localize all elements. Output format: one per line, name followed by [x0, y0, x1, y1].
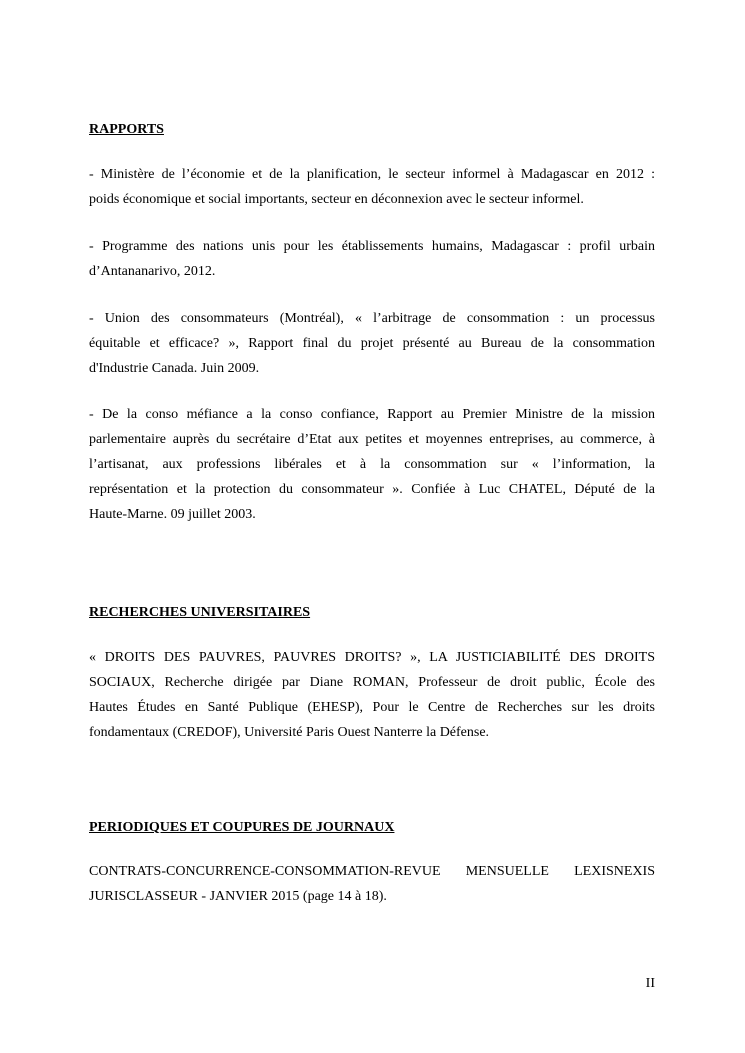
text-line: - Ministère de l’économie et de la planification, le secteur informel à Madagascar en 2012 :: [89, 167, 655, 182]
text-line: SOCIAUX, Recherche dirigée par Diane ROMAN, Professeur de droit public, École des: [89, 675, 655, 690]
text-line: d'Industrie Canada. Juin 2009.: [89, 361, 260, 376]
text-line: Hautes Études en Santé Publique (EHESP), Pour le Centre de Recherches sur les droits: [89, 700, 655, 715]
text-line: - De la conso méfiance a la conso confiance, Rapport au Premier Ministre de la mission: [89, 407, 655, 422]
page-number: II: [645, 976, 655, 991]
section-heading-recherches-universitaires: RECHERCHES UNIVERSITAIRES: [89, 605, 311, 620]
section-heading-periodiques: PERIODIQUES ET COUPURES DE JOURNAUX: [89, 820, 395, 835]
text-line: Haute-Marne. 09 juillet 2003.: [89, 507, 256, 522]
text-line: fondamentaux (CREDOF), Université Paris Ouest Nanterre la Défense.: [89, 725, 490, 740]
text-line: - Programme des nations unis pour les établissements humains, Madagascar : profil urbain: [89, 239, 655, 254]
rapport-item-2: [89, 234, 655, 284]
text-line: CONTRATS-CONCURRENCE-CONSOMMATION-REVUE MENSUELLE LEXISNEXIS: [89, 864, 655, 879]
text-line: l’artisanat, aux professions libérales et à la consommation sur « l’information, la: [89, 457, 655, 472]
text-line: d’Antananarivo, 2012.: [89, 264, 216, 279]
text-line: poids économique et social importants, secteur en déconnexion avec le secteur informel.: [89, 192, 584, 207]
section-heading-rapports: RAPPORTS: [89, 122, 164, 137]
periodique-item-1: [89, 859, 655, 909]
text-line: - Union des consommateurs (Montréal), « l’arbitrage de consommation : un processus: [89, 311, 655, 326]
text-line: représentation et la protection du consommateur ». Confiée à Luc CHATEL, Député de la: [89, 482, 655, 497]
rapport-item-4: [89, 402, 655, 527]
rapport-item-1: [89, 162, 655, 212]
text-line: JURISCLASSEUR - JANVIER 2015 (page 14 à 18).: [89, 889, 387, 904]
text-line: équitable et efficace? », Rapport final du projet présenté au Bureau de la consommation: [89, 336, 655, 351]
text-line: « DROITS DES PAUVRES, PAUVRES DROITS? », LA JUSTICIABILITÉ DES DROITS: [89, 650, 655, 665]
recherche-item-1: [89, 645, 655, 745]
rapport-item-3: [89, 306, 655, 381]
text-line: parlementaire auprès du secrétaire d’Etat aux petites et moyennes entreprises, au commerce, à: [89, 432, 655, 447]
